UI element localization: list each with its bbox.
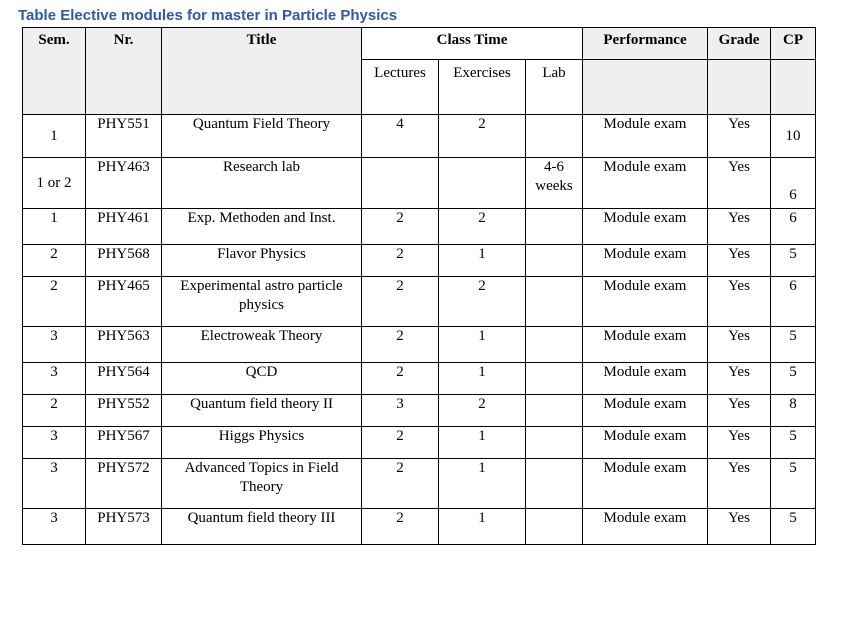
cell-nr: PHY551	[86, 115, 162, 158]
cell-grade: Yes	[708, 363, 771, 395]
cell-cp: 5	[771, 327, 816, 363]
cell-title: Research lab	[162, 158, 362, 209]
cell-nr: PHY563	[86, 327, 162, 363]
cell-title: Experimental astro particle physics	[162, 277, 362, 327]
cell-sem: 2	[23, 395, 86, 427]
cell-nr: PHY465	[86, 277, 162, 327]
cell-sem: 3	[23, 427, 86, 459]
cell-nr: PHY572	[86, 459, 162, 509]
table-row	[23, 459, 816, 509]
cell-lab: 4-6 weeks	[526, 158, 583, 209]
header-cp: CP	[771, 28, 816, 60]
cell-lab	[526, 327, 583, 363]
cell-lectures: 3	[362, 395, 439, 427]
cell-lab	[526, 115, 583, 158]
cell-grade: Yes	[708, 158, 771, 209]
cell-performance: Module exam	[583, 209, 708, 245]
cell-exercises: 2	[439, 277, 526, 327]
cell-nr: PHY552	[86, 395, 162, 427]
cell-lab	[526, 509, 583, 545]
cell-nr: PHY461	[86, 209, 162, 245]
cell-exercises: 2	[439, 209, 526, 245]
cell-sem: 3	[23, 509, 86, 545]
header-exercises: Exercises	[439, 60, 526, 115]
header-class-time: Class Time	[362, 28, 583, 60]
cell-title: Exp. Methoden and Inst.	[162, 209, 362, 245]
cell-lab	[526, 459, 583, 509]
header-row	[23, 28, 816, 60]
cell-exercises: 1	[439, 427, 526, 459]
cell-title: Advanced Topics in Field Theory	[162, 459, 362, 509]
cell-grade: Yes	[708, 245, 771, 277]
cell-performance: Module exam	[583, 363, 708, 395]
cell-grade: Yes	[708, 395, 771, 427]
cell-grade: Yes	[708, 427, 771, 459]
cell-performance: Module exam	[583, 115, 708, 158]
cell-lab	[526, 427, 583, 459]
cell-sem: 1 or 2	[23, 158, 86, 209]
cell-sem: 1	[23, 115, 86, 158]
cell-lectures: 2	[362, 363, 439, 395]
cell-title: Electroweak Theory	[162, 327, 362, 363]
cell-grade: Yes	[708, 327, 771, 363]
cell-grade: Yes	[708, 115, 771, 158]
cell-title: Quantum Field Theory	[162, 115, 362, 158]
cell-lectures: 2	[362, 427, 439, 459]
cell-title: Quantum field theory II	[162, 395, 362, 427]
cell-grade: Yes	[708, 209, 771, 245]
cell-lab	[526, 277, 583, 327]
cell-cp: 10	[771, 115, 816, 158]
cell-lab	[526, 395, 583, 427]
header-performance-blank	[583, 60, 708, 115]
cell-performance: Module exam	[583, 395, 708, 427]
header-nr: Nr.	[86, 28, 162, 115]
table-caption: Table Elective modules for master in Particle Physics	[18, 7, 398, 24]
table-row	[23, 115, 816, 158]
cell-performance: Module exam	[583, 158, 708, 209]
table-row	[23, 327, 816, 363]
cell-nr: PHY568	[86, 245, 162, 277]
cell-nr: PHY567	[86, 427, 162, 459]
cell-grade: Yes	[708, 509, 771, 545]
cell-exercises: 1	[439, 327, 526, 363]
cell-nr: PHY463	[86, 158, 162, 209]
cell-lectures: 2	[362, 459, 439, 509]
cell-cp: 6	[771, 158, 816, 209]
cell-nr: PHY564	[86, 363, 162, 395]
cell-exercises: 1	[439, 509, 526, 545]
cell-lectures: 4	[362, 115, 439, 158]
cell-grade: Yes	[708, 459, 771, 509]
cell-exercises: 1	[439, 459, 526, 509]
cell-title: QCD	[162, 363, 362, 395]
cell-cp: 5	[771, 459, 816, 509]
cell-lectures: 2	[362, 245, 439, 277]
header-lectures: Lectures	[362, 60, 439, 115]
elective-modules-table	[22, 27, 816, 545]
cell-lectures	[362, 158, 439, 209]
header-title: Title	[162, 28, 362, 115]
cell-performance: Module exam	[583, 459, 708, 509]
cell-sem: 3	[23, 363, 86, 395]
cell-sem: 3	[23, 327, 86, 363]
cell-exercises: 1	[439, 363, 526, 395]
cell-cp: 5	[771, 363, 816, 395]
table-row	[23, 277, 816, 327]
cell-performance: Module exam	[583, 427, 708, 459]
cell-performance: Module exam	[583, 509, 708, 545]
cell-lectures: 2	[362, 277, 439, 327]
cell-sem: 1	[23, 209, 86, 245]
cell-lectures: 2	[362, 509, 439, 545]
header-lab: Lab	[526, 60, 583, 115]
cell-sem: 3	[23, 459, 86, 509]
cell-exercises: 2	[439, 395, 526, 427]
table-row	[23, 209, 816, 245]
header-grade-blank	[708, 60, 771, 115]
table-row	[23, 363, 816, 395]
table-row	[23, 509, 816, 545]
cell-cp: 5	[771, 427, 816, 459]
cell-cp: 6	[771, 209, 816, 245]
table-row	[23, 395, 816, 427]
header-sem: Sem.	[23, 28, 86, 115]
cell-lab	[526, 363, 583, 395]
table-row	[23, 158, 816, 209]
cell-title: Quantum field theory III	[162, 509, 362, 545]
cell-performance: Module exam	[583, 327, 708, 363]
cell-performance: Module exam	[583, 245, 708, 277]
cell-lectures: 2	[362, 327, 439, 363]
cell-lectures: 2	[362, 209, 439, 245]
cell-exercises: 1	[439, 245, 526, 277]
header-grade: Grade	[708, 28, 771, 60]
cell-grade: Yes	[708, 277, 771, 327]
cell-sem: 2	[23, 245, 86, 277]
cell-cp: 5	[771, 245, 816, 277]
cell-lab	[526, 209, 583, 245]
cell-cp: 6	[771, 277, 816, 327]
cell-cp: 5	[771, 509, 816, 545]
cell-title: Flavor Physics	[162, 245, 362, 277]
cell-exercises	[439, 158, 526, 209]
table-row	[23, 427, 816, 459]
cell-performance: Module exam	[583, 277, 708, 327]
cell-title: Higgs Physics	[162, 427, 362, 459]
header-performance: Performance	[583, 28, 708, 60]
cell-exercises: 2	[439, 115, 526, 158]
table-row	[23, 245, 816, 277]
header-cp-blank	[771, 60, 816, 115]
cell-lab	[526, 245, 583, 277]
cell-sem: 2	[23, 277, 86, 327]
cell-nr: PHY573	[86, 509, 162, 545]
cell-cp: 8	[771, 395, 816, 427]
